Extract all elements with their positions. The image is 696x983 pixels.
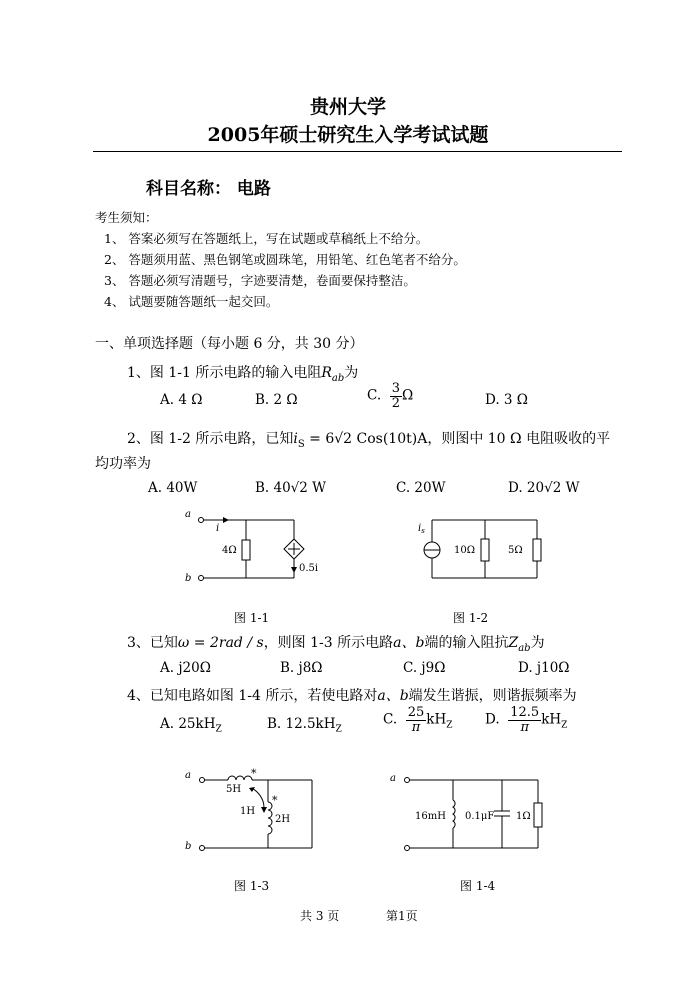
q1-option-c: C. $\frac{3}{2}$ Ω	[367, 381, 414, 411]
figure-1-2	[410, 515, 555, 587]
q2-text-line2: 均功率为	[95, 456, 151, 472]
q2-option-c: C. 20W	[396, 480, 446, 496]
q2-option-b: B. 40√2 W	[255, 480, 327, 496]
fig13-node-a: a	[185, 770, 191, 781]
fig12-r2-label: 5Ω	[508, 545, 523, 556]
q4-text: 4、已知电路如图 1-4 所示，若使电路对a、b端发生谐振，则谐振频率为	[127, 688, 577, 704]
q2-option-a: A. 40W	[148, 480, 198, 496]
fig11-node-a: a	[185, 509, 191, 520]
q3-option-a: A. j20Ω	[160, 660, 211, 676]
fig11-current-label: i	[216, 523, 220, 534]
fig11-node-b: b	[185, 573, 192, 584]
fig13-dot-2: *	[272, 794, 278, 807]
fig13-dot-1: *	[251, 768, 257, 780]
exam-title: 2005年硕士研究生入学考试试题	[207, 124, 489, 146]
q2-text-line1: 2、图 1-2 所示电路，已知$i_S = 6√2$ Cos(10t)A，则图中 10 Ω 电阻吸收的平	[127, 431, 611, 450]
fig14-resistor-label: 1Ω	[516, 811, 531, 822]
q3-option-d: D. j10Ω	[518, 660, 570, 676]
q1-option-b: B. 2 Ω	[255, 392, 298, 408]
figure-1-4-caption: 图 1-4	[460, 879, 496, 893]
fig11-source-label: 0.5i	[299, 563, 319, 574]
figure-1-2-caption: 图 1-2	[453, 611, 489, 625]
figure-1-1	[180, 505, 320, 590]
notice-item-3: 3、 答题必须写清题号，字迹要清楚，卷面要保持整洁。	[104, 273, 416, 288]
notice-heading: 考生须知：	[95, 210, 158, 225]
fig13-m-label: 1H	[240, 806, 256, 817]
header-rule	[93, 151, 622, 152]
footer-total-pages: 共 3 页	[300, 909, 340, 923]
fig12-source-label: $i_s$	[418, 523, 425, 535]
q3-option-c: C. j9Ω	[403, 660, 446, 676]
figure-1-3	[180, 768, 320, 856]
subject-name: 科目名称： 电路	[146, 179, 271, 199]
university-title: 贵州大学	[309, 96, 386, 118]
q4-option-b: B. $12.5kH_Z$	[267, 716, 342, 735]
fig14-node-a: a	[390, 773, 396, 784]
section1-heading: 一、单项选择题（每小题 6 分，共 30 分）	[95, 336, 364, 352]
fig13-l2-label: 2H	[275, 814, 291, 825]
fig13-l1-label: 5H	[226, 784, 242, 795]
fig14-inductor-label: 16mH	[415, 811, 446, 822]
q4-option-d: D. $\frac{12.5}{\pi}$ $kH_Z$	[485, 705, 568, 735]
notice-item-4: 4、 试题要随答题纸一起交回。	[104, 294, 279, 309]
q4-option-c: C. $\frac{25}{\pi}$ $kH_Z$	[383, 705, 453, 735]
figure-1-1-caption: 图 1-1	[234, 611, 270, 625]
q1-option-d: D. 3 Ω	[485, 392, 528, 408]
q3-option-b: B. j8Ω	[280, 660, 323, 676]
fig12-r1-label: 10Ω	[454, 545, 476, 556]
notice-item-1: 1、 答案必须写在答题纸上，写在试题或草稿纸上不给分。	[104, 231, 429, 246]
fig11-resistor-label: 4Ω	[222, 545, 237, 556]
q1-text: 1、图 1-1 所示电路的输入电阻$R_{ab}$为	[127, 365, 359, 384]
q2-option-d: D. 20√2 W	[508, 480, 580, 496]
fig14-capacitor-label: 0.1μF	[465, 811, 495, 822]
figure-1-3-caption: 图 1-3	[234, 879, 270, 893]
q4-option-a: A. $25kH_Z$	[160, 716, 222, 735]
q1-option-a: A. 4 Ω	[160, 392, 203, 408]
figure-1-4	[385, 768, 560, 856]
q3-text: 3、已知ω = 2rad / s，则图 1-3 所示电路a、b端的输入阻抗$Z_{ab}$为	[127, 635, 545, 654]
notice-item-2: 2、 答题须用蓝、黑色钢笔或圆珠笔，用铅笔、红色笔者不给分。	[104, 252, 466, 267]
fig13-node-b: b	[185, 841, 192, 852]
footer-page-number: 第1页	[386, 909, 418, 923]
